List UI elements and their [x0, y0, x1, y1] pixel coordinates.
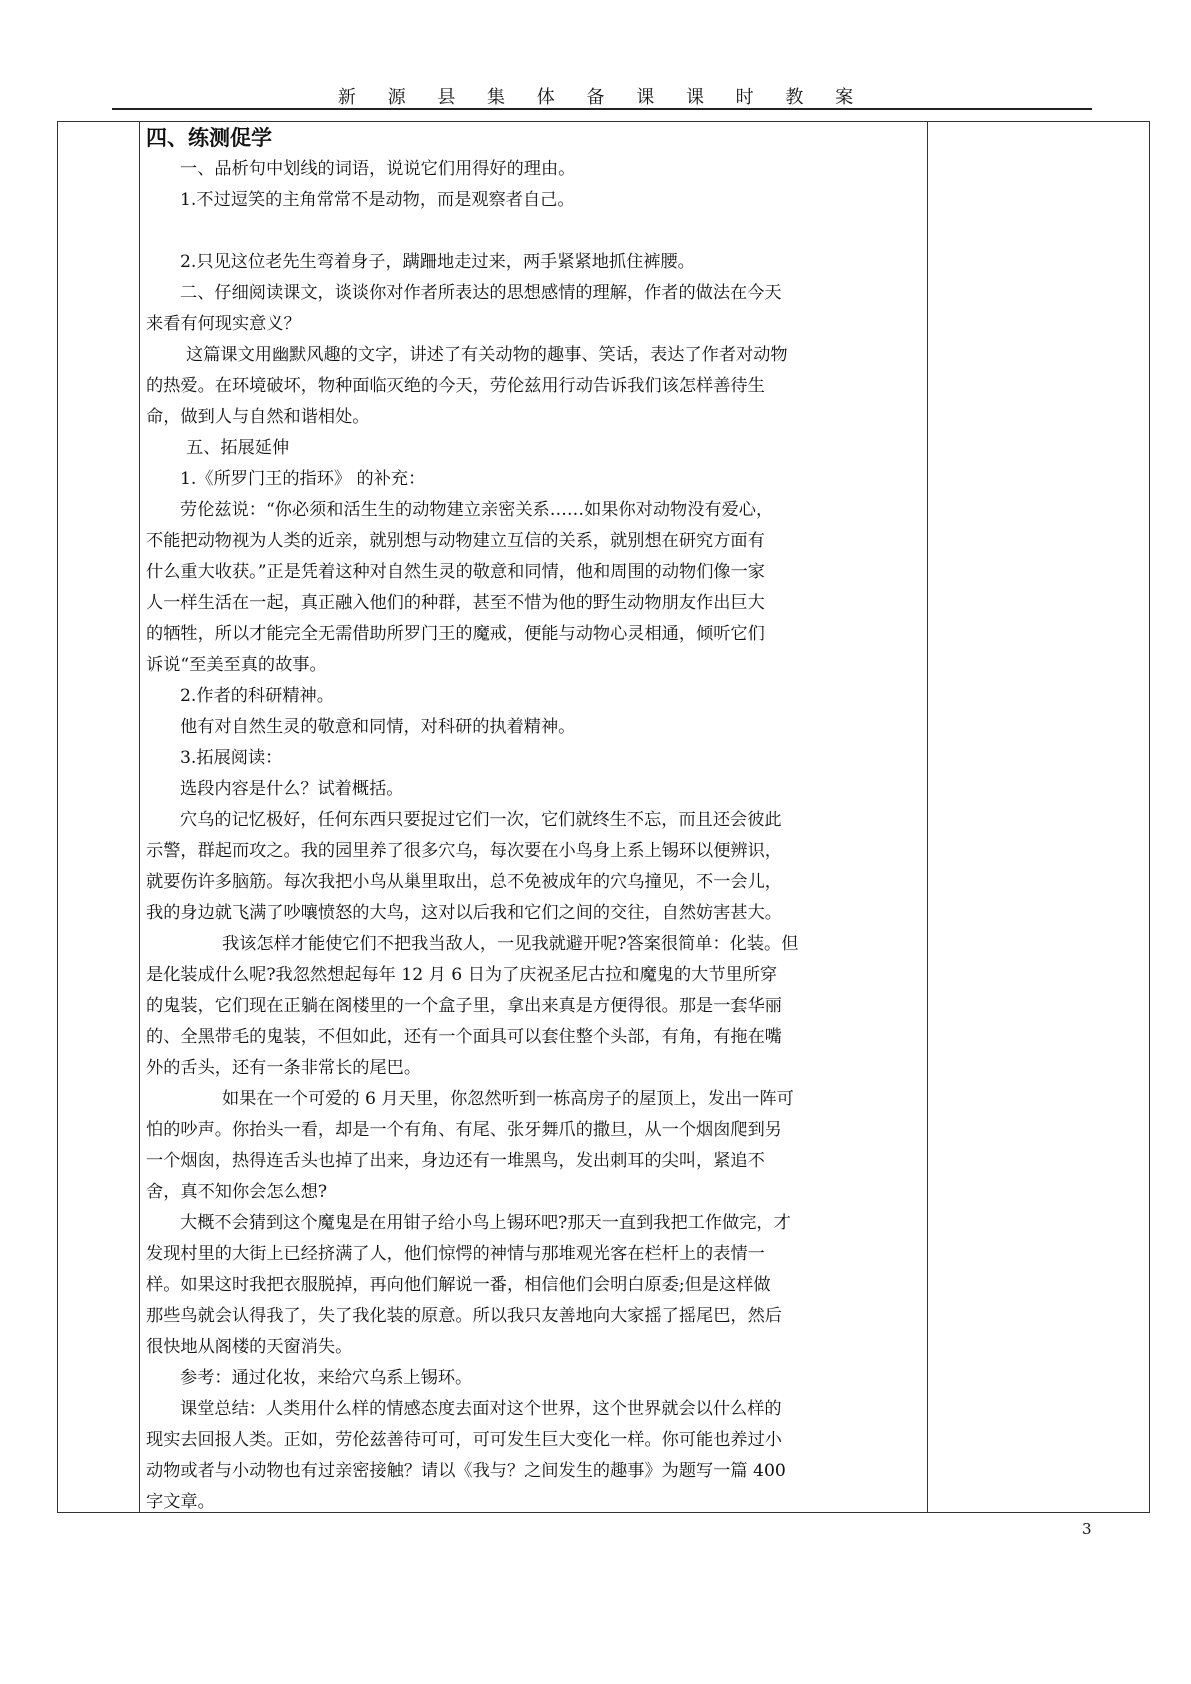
body-line: 他有对自然生灵的敬意和同情，对科研的执着精神。	[180, 717, 576, 737]
body-line: 示警，群起而攻之。我的园里养了很多穴乌，每次要在小鸟身上系上锡环以便辨识，	[146, 841, 782, 861]
body-line: 人一样生活在一起，真正融入他们的种群，甚至不惜为他的野生动物朋友作出巨大	[146, 593, 765, 613]
body-line: 一个烟囱，热得连舌头也掉了出来，身边还有一堆黑鸟，发出刺耳的尖叫，紧追不	[146, 1151, 765, 1171]
body-line: 课堂总结：人类用什么样的情感态度去面对这个世界，这个世界就会以什么样的	[180, 1399, 782, 1419]
body-line: 很快地从阁楼的天窗消失。	[146, 1337, 353, 1357]
left-column-divider	[139, 122, 140, 1512]
body-line: 二、仔细阅读课文，谈谈你对作者所表达的思想感情的理解，作者的做法在今天	[180, 283, 782, 303]
body-line: 那些鸟就会认得我了，失了我化装的原意。所以我只友善地向大家摇了摇尾巴，然后	[146, 1306, 782, 1326]
body-line: 怕的吵声。你抬头一看，却是一个有角、有尾、张牙舞爪的撒旦，从一个烟囱爬到另	[146, 1120, 782, 1140]
body-line: 舍，真不知你会怎么想?	[146, 1182, 328, 1202]
body-line: 是化装成什么呢?我忽然想起每年 12 月 6 日为了庆祝圣尼古拉和魔鬼的大节里所穿	[146, 965, 778, 985]
body-line: 我的身边就飞满了吵嚷愤怒的大鸟，这对以后我和它们之间的交往，自然妨害甚大。	[146, 903, 782, 923]
header-title: 新 源 县 集 体 备 课 课 时 教 案	[337, 87, 867, 108]
body-line: 样。如果这时我把衣服脱掉，再向他们解说一番，相信他们会明白原委;但是这样做	[146, 1275, 771, 1295]
main-content-cell	[146, 123, 921, 1518]
body-line: 劳伦兹说：“你必须和活生生的动物建立亲密关系……如果你对动物没有爱心，	[180, 500, 774, 520]
body-line: 大概不会猜到这个魔鬼是在用钳子给小鸟上锡环吧?那天一直到我把工作做完，才	[180, 1213, 791, 1233]
body-line: 这篇课文用幽默风趣的文字，讲述了有关动物的趣事、笑话，表达了作者对动物	[186, 345, 788, 365]
body-line: 的、全黑带毛的鬼装，不但如此，还有一个面具可以套住整个头部，有角，有拖在嘴	[146, 1027, 782, 1047]
body-line: 不能把动物视为人类的近亲，就别想与动物建立互信的关系，就别想在研究方面有	[146, 531, 765, 551]
body-line: 一、品析句中划线的词语，说说它们用得好的理由。	[180, 159, 576, 179]
body-line: 发现村里的大街上已经挤满了人，他们惊愕的神情与那堆观光客在栏杆上的表情一	[146, 1244, 765, 1264]
body-line: 的热爱。在环境破坏，物种面临灭绝的今天，劳伦兹用行动告诉我们该怎样善待生	[146, 376, 765, 396]
body-line: 现实去回报人类。正如，劳伦兹善待可可，可可发生巨大变化一样。你可能也养过小	[146, 1430, 782, 1450]
body-line: 我该怎样才能使它们不把我当敌人，一见我就避开呢?答案很简单：化装。但	[222, 934, 799, 954]
body-line: 3.拓展阅读：	[180, 748, 283, 768]
page-header	[112, 78, 1092, 110]
body-line: 如果在一个可爱的 6 月天里，你忽然听到一栋高房子的屋顶上，发出一阵可	[222, 1089, 794, 1109]
body-line: 什么重大收获。”正是凭着这种对自然生灵的敬意和同情，他和周围的动物们像一家	[146, 562, 765, 582]
body-line: 的牺牲，所以才能完全无需借助所罗门王的魔戒，便能与动物心灵相通，倾听它们	[146, 624, 765, 644]
body-line: 外的舌头，还有一条非常长的尾巴。	[146, 1058, 422, 1078]
lesson-plan-table	[57, 121, 1150, 1513]
body-line: 参考：通过化妆，来给穴乌系上锡环。	[180, 1368, 473, 1388]
body-line: 2.只见这位老先生弯着身子，蹒跚地走过来，两手紧紧地抓住裤腰。	[180, 252, 695, 272]
body-line: 动物或者与小动物也有过亲密接触？请以《我与？之间发生的趣事》为题写一篇 400	[146, 1461, 786, 1481]
body-line: 1.《所罗门王的指环》 的补充：	[180, 469, 426, 489]
page-number: 3	[1082, 1520, 1092, 1538]
body-line: 命，做到人与自然和谐相处。	[146, 407, 370, 427]
right-column-divider	[927, 122, 928, 1512]
body-line: 2.作者的科研精神。	[180, 686, 334, 706]
body-line: 诉说“至美至真的故事。	[146, 655, 327, 675]
body-line: 选段内容是什么？试着概括。	[180, 779, 404, 799]
body-line: 就要伤许多脑筋。每次我把小鸟从巢里取出，总不免被成年的穴乌撞见，不一会儿，	[146, 872, 782, 892]
body-line: 的鬼装，它们现在正躺在阁楼里的一个盒子里，拿出来真是方便得很。那是一套华丽	[146, 996, 782, 1016]
body-line: 穴乌的记忆极好，任何东西只要捉过它们一次，它们就终生不忘，而且还会彼此	[180, 810, 782, 830]
body-line: 来看有何现实意义？	[146, 314, 301, 334]
body-line: 字文章。	[146, 1492, 215, 1512]
body-line: 1.不过逗笑的主角常常不是动物，而是观察者自己。	[180, 190, 575, 210]
body-line: 五、拓展延伸	[186, 438, 290, 458]
blank-line	[146, 216, 921, 247]
section-heading: 四、练测促学	[146, 126, 272, 150]
